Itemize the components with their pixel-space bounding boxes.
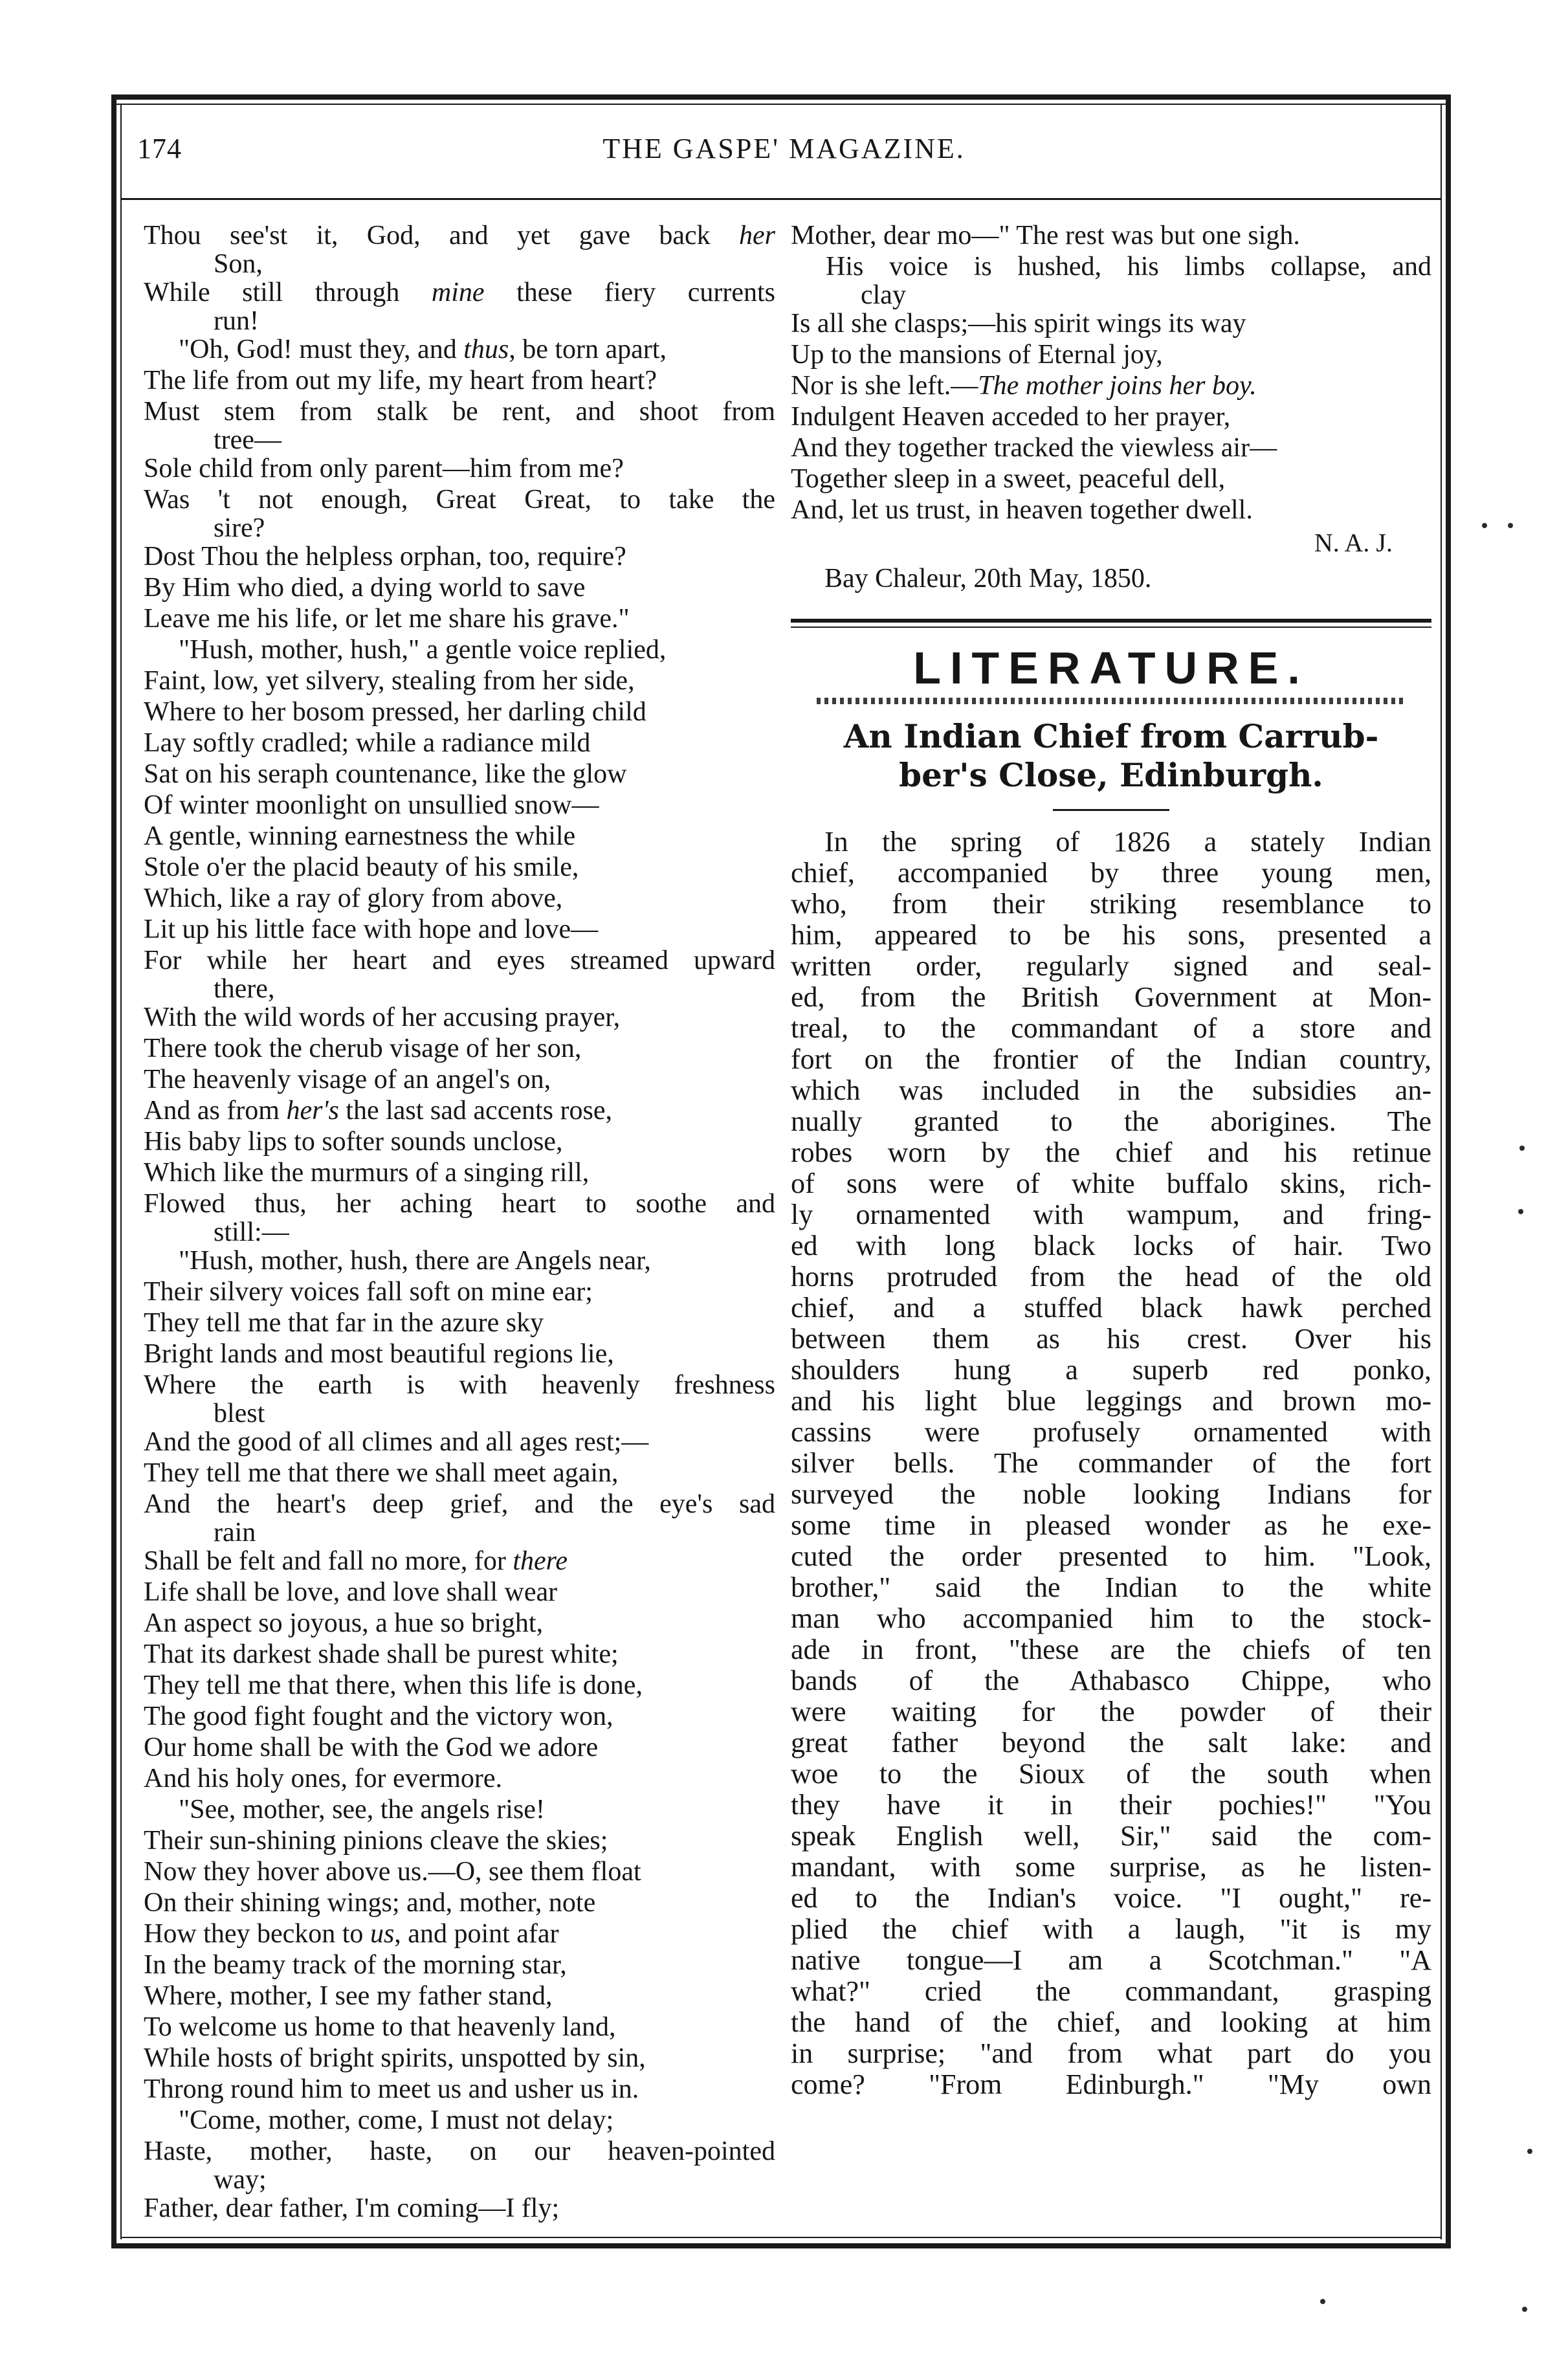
poem-line: That its darkest shade shall be purest white; — [144, 1639, 619, 1669]
print-speck — [1522, 2307, 1527, 2312]
article-line: In the spring of 1826 a stately Indian — [824, 826, 1431, 858]
poem-line: Which like the murmurs of a singing rill, — [144, 1158, 590, 1188]
article-line: chief, accompanied by three young men, — [791, 857, 1431, 889]
poem-line: Was 't not enough, Great Great, to take the — [144, 485, 775, 515]
article-line: speak English well, Sir," said the com- — [791, 1820, 1431, 1852]
poem-line: Of winter moonlight on unsullied snow— — [144, 790, 599, 820]
poem-line: way; — [214, 2165, 267, 2195]
article-line: and his light blue leggings and brown mo- — [791, 1385, 1431, 1417]
poem-line: Is all she clasps;—his spirit wings its way — [791, 309, 1246, 338]
poem-line: By Him who died, a dying world to save — [144, 573, 586, 603]
print-speck — [1519, 1146, 1525, 1151]
poem-line: Where, mother, I see my father stand, — [144, 1981, 553, 2011]
print-speck — [1482, 523, 1487, 528]
poem-line: Their silvery voices fall soft on mine ear; — [144, 1277, 593, 1307]
article-title-line-2: ber's Close, Edinburgh. — [899, 756, 1323, 794]
article-line: surveyed the noble looking Indians for — [791, 1478, 1431, 1510]
poem-line: And his holy ones, for evermore. — [144, 1764, 503, 1793]
border-left — [111, 94, 116, 2248]
poem-line: Lit up his little face with hope and love— — [144, 915, 599, 944]
poem-line: Now they hover above us.—O, see them float — [144, 1857, 641, 1887]
poem-conclusion — [791, 220, 1431, 526]
poem-line: A gentle, winning earnestness the while — [144, 821, 576, 851]
poem-line: Indulgent Heaven acceded to her prayer, — [791, 402, 1231, 432]
poem-line: Dost Thou the helpless orphan, too, require? — [144, 542, 626, 571]
poem-line: In the beamy track of the morning star, — [144, 1950, 567, 1980]
article-line: nually granted to the aborigines. The — [791, 1105, 1431, 1137]
title-rule — [1053, 809, 1169, 811]
poem-line: there, — [214, 974, 275, 1004]
poem-line: Where the earth is with heavenly freshness — [144, 1370, 775, 1400]
poem-line: Must stem from stalk be rent, and shoot from — [144, 397, 775, 427]
border-top — [111, 94, 1451, 100]
article-line: silver bells. The commander of the fort — [791, 1447, 1431, 1479]
poem-line: The good fight fought and the victory won, — [144, 1702, 613, 1731]
article-line: between them as his crest. Over his — [791, 1323, 1431, 1355]
poem-line: blest — [214, 1399, 265, 1428]
article-line: native tongue—I am a Scotchman." "A — [791, 1944, 1431, 1976]
poem-line: Father, dear father, I'm coming—I fly; — [144, 2193, 560, 2223]
article-title-line-1: An Indian Chief from Carrub- — [843, 717, 1379, 755]
article-line: horns protruded from the head of the old — [791, 1261, 1431, 1292]
poem-signature: N. A. J. — [1314, 528, 1393, 557]
running-title: THE GASPE' MAGAZINE. — [602, 133, 966, 164]
page-number: 174 — [137, 133, 182, 164]
article-line: who, from their striking resemblance to — [791, 888, 1431, 920]
poem-line: Throng round him to meet us and usher us in. — [144, 2074, 639, 2104]
poem-line: Together sleep in a sweet, peaceful dell, — [791, 464, 1226, 494]
print-speck — [1518, 1209, 1523, 1214]
article-line: plied the chief with a laugh, "it is my — [791, 1913, 1431, 1945]
poem-line: And they together tracked the viewless air— — [791, 433, 1277, 463]
poem-line: Which, like a ray of glory from above, — [144, 883, 563, 913]
poem-line: And the good of all climes and all ages rest;— — [144, 1427, 649, 1457]
poem-line: "Come, mother, come, I must not delay; — [179, 2105, 614, 2135]
poem-line: tree— — [214, 425, 282, 455]
section-rule-thick — [791, 619, 1431, 623]
poem-line: "Hush, mother, hush," a gentle voice replied, — [179, 635, 667, 665]
poem-line: They tell me that there we shall meet again, — [144, 1458, 619, 1488]
section-rule-thin — [791, 627, 1431, 628]
poem-line: Sole child from only parent—him from me? — [144, 454, 624, 483]
poem-line: clay — [861, 280, 906, 310]
poem-line: Their sun-shining pinions cleave the skies; — [144, 1826, 608, 1856]
print-speck — [1320, 2299, 1325, 2304]
poem-line: Flowed thus, her aching heart to soothe and — [144, 1189, 775, 1219]
article-line: which was included in the subsidies an- — [791, 1074, 1431, 1106]
poem-line: "Hush, mother, hush, there are Angels near, — [179, 1246, 651, 1276]
border-bottom — [111, 2243, 1451, 2248]
article-line: mandant, with some surprise, as he listen- — [791, 1851, 1431, 1883]
left-column-poem — [144, 220, 775, 2224]
article-line: what?" cried the commandant, grasping — [791, 1975, 1431, 2007]
poem-line: Leave me his life, or let me share his grave." — [144, 604, 630, 634]
article-line: ed with long black locks of hair. Two — [791, 1230, 1431, 1261]
poem-line: Faint, low, yet silvery, stealing from her side, — [144, 666, 635, 696]
section-heading: LITERATURE. — [913, 643, 1309, 693]
article-line: man who accompanied him to the stock- — [791, 1603, 1431, 1634]
article-line: robes worn by the chief and his retinue — [791, 1137, 1431, 1168]
article-line: ade in front, "these are the chiefs of ten — [791, 1634, 1431, 1665]
poem-line: Stole o'er the placid beauty of his smile, — [144, 852, 579, 882]
poem-line: They tell me that there, when this life is done, — [144, 1670, 643, 1700]
poem-line: rain — [214, 1518, 256, 1548]
article-body — [791, 826, 1431, 2100]
poem-line: While hosts of bright spirits, unspotted by sin, — [144, 2043, 646, 2073]
article-title — [791, 717, 1431, 795]
poem-line: run! — [214, 306, 259, 336]
poem-line: Nor is she left.—The mother joins her boy. — [791, 371, 1257, 401]
poem-line: And, let us trust, in heaven together dwell. — [791, 495, 1253, 525]
article-line: were waiting for the powder of their — [791, 1696, 1431, 1727]
article-line: brother," said the Indian to the white — [791, 1571, 1431, 1603]
article-line: bands of the Athabasco Chippe, who — [791, 1665, 1431, 1696]
poem-line: To welcome us home to that heavenly land, — [144, 2012, 616, 2042]
article-line: ed, from the British Government at Mon- — [791, 981, 1431, 1013]
article-line: of sons were of white buffalo skins, rich- — [791, 1168, 1431, 1199]
poem-line: Up to the mansions of Eternal joy, — [791, 340, 1163, 370]
poem-line: Son, — [214, 249, 263, 279]
border-left-inner — [120, 104, 122, 2239]
poem-line: With the wild words of her accusing prayer, — [144, 1003, 621, 1032]
border-bottom-inner — [120, 2237, 1442, 2238]
article-line: cuted the order presented to him. "Look, — [791, 1540, 1431, 1572]
poem-line: The heavenly visage of an angel's on, — [144, 1065, 551, 1094]
poem-line: His voice is hushed, his limbs collapse, and — [826, 252, 1431, 282]
article-line: ed to the Indian's voice. "I ought," re- — [791, 1882, 1431, 1914]
poem-line: Mother, dear mo—" The rest was but one sigh. — [791, 221, 1300, 250]
poem-line: An aspect so joyous, a hue so bright, — [144, 1608, 544, 1638]
article-line: some time in pleased wonder as he exe- — [791, 1509, 1431, 1541]
poem-line: His baby lips to softer sounds unclose, — [144, 1127, 563, 1157]
border-top-inner — [111, 104, 1451, 105]
article-line: treal, to the commandant of a store and — [791, 1012, 1431, 1044]
article-line: in surprise; "and from what part do you — [791, 2037, 1431, 2069]
print-speck — [1508, 523, 1513, 528]
article-line: written order, regularly signed and seal- — [791, 950, 1431, 982]
poem-line: Where to her bosom pressed, her darling child — [144, 697, 646, 727]
article-line: come? "From Edinburgh." "My own — [791, 2069, 1431, 2100]
poem-line: The life from out my life, my heart from heart? — [144, 366, 657, 395]
poem-line: On their shining wings; and, mother, note — [144, 1888, 596, 1918]
poem-line: Shall be felt and fall no more, for there — [144, 1546, 568, 1576]
poem-line: "See, mother, see, the angels rise! — [179, 1795, 545, 1825]
article-line: shoulders hung a superb red ponko, — [791, 1354, 1431, 1386]
poem-line: For while her heart and eyes streamed upward — [144, 946, 775, 975]
poem-line: And the heart's deep grief, and the eye's sad — [144, 1489, 775, 1519]
poem-line: Lay softly cradled; while a radiance mild — [144, 728, 591, 758]
border-right-inner — [1441, 104, 1442, 2239]
poem-line: How they beckon to us, and point afar — [144, 1919, 559, 1949]
article-line: the hand of the chief, and looking at him — [791, 2006, 1431, 2038]
print-speck — [1527, 2149, 1532, 2154]
poem-line: Bright lands and most beautiful regions lie, — [144, 1339, 614, 1369]
poem-line: Life shall be love, and love shall wear — [144, 1577, 558, 1607]
article-line: fort on the frontier of the Indian country, — [791, 1043, 1431, 1075]
article-line: cassins were profusely ornamented with — [791, 1416, 1431, 1448]
poem-line: There took the cherub visage of her son, — [144, 1034, 582, 1063]
poem-line: "Oh, God! must they, and thus, be torn apart, — [179, 335, 667, 364]
header-rule — [122, 198, 1441, 200]
poem-line: Thou see'st it, God, and yet gave back her — [144, 221, 775, 250]
article-line: ly ornamented with wampum, and fring- — [791, 1199, 1431, 1230]
article-line: woe to the Sioux of the south when — [791, 1758, 1431, 1790]
article-line: they have it in their pochies!" "You — [791, 1789, 1431, 1821]
poem-line: While still through mine these fiery currents — [144, 278, 775, 307]
poem-line: Sat on his seraph countenance, like the glow — [144, 759, 627, 789]
article-line: him, appeared to be his sons, presented a — [791, 919, 1431, 951]
poem-line: sire? — [214, 513, 265, 543]
article-line: chief, and a stuffed black hawk perched — [791, 1292, 1431, 1324]
article-line: great father beyond the salt lake: and — [791, 1727, 1431, 1758]
poem-line: still:— — [214, 1217, 289, 1247]
ornamental-wavy-rule — [817, 698, 1406, 704]
poem-place-date: Bay Chaleur, 20th May, 1850. — [824, 564, 1152, 594]
border-right — [1446, 94, 1451, 2248]
right-column — [791, 220, 1431, 2100]
poem-line: Our home shall be with the God we adore — [144, 1733, 599, 1762]
poem-line: And as from her's the last sad accents rose, — [144, 1096, 612, 1126]
poem-line: Haste, mother, haste, on our heaven-pointed — [144, 2136, 775, 2166]
poem-line: They tell me that far in the azure sky — [144, 1308, 544, 1338]
